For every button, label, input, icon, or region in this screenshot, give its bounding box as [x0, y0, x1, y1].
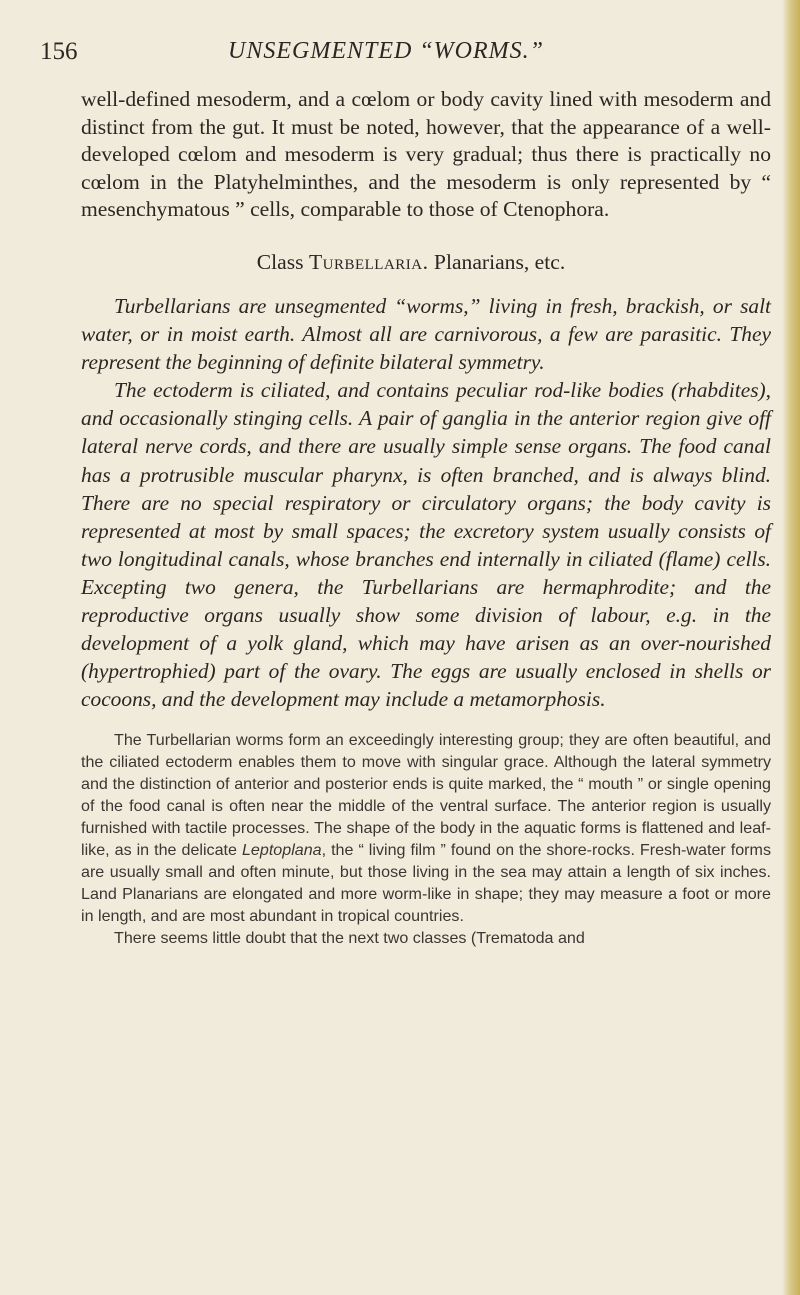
discussion-paragraph-2: There seems little doubt that the next two classes (Trematoda and	[114, 928, 585, 947]
diagnosis-paragraph-1: Turbellarians are unsegmented “worms,” living in fresh, brackish, or salt water, or in moist earth. Almost all are carnivorous, a few are parasitic. They represent the beginning of definite bilateral symmetry.	[81, 293, 771, 375]
page-header	[40, 38, 740, 70]
genus-name: Leptoplana	[241, 840, 322, 859]
class-heading-suffix: Planarians, etc.	[428, 249, 566, 274]
class-heading	[81, 249, 771, 276]
class-heading-prefix: Class	[256, 249, 309, 274]
discussion-paragraph-1	[81, 730, 771, 927]
intro-paragraph: well-defined mesoderm, and a cœlom or body cavity lined with mesoderm and distinct from the gut. It must be noted, however, that the appearance of a well-developed cœlom and mesoderm is very gradual; thus there is practically no cœlom in the Platyhelminthes, and the mesoderm is only represented by “ mesenchymatous ” cells, comparable to those of Ctenophora.	[81, 87, 771, 222]
diagnosis-paragraph-2: The ectoderm is ciliated, and contains peculiar rod-like bodies (rhabdites), and occasionally stinging cells. A pair of ganglia in the anterior region give off lateral nerve cords, and there are usually simple sense organs. The food canal has a protrusible muscular pharynx, is often branched, and is always blind. There are no special respiratory or circulatory organs; the body cavity is represented at most by small spaces; the excretory system usually consists of two longitudinal canals, whose branches end internally in ciliated (flame) cells. Excepting two genera, the Turbellarians are hermaphrodite; and the reproductive organs usually show some division of labour, e.g. in the development of a yolk gland, which may have arisen as an over-nourished (hypertrophied) part of the ovary. The eggs are usually enclosed in shells or cocoons, and the development may include a metamorphosis.	[81, 378, 771, 712]
discussion-text-after-genus: , the “ living film ” found on the shore-rocks. Fresh-water forms are usually small and often minute, but those living in the sea may attain a length of six inches. Land Planarians are elongated and more worm-like in shape; they may measure a foot or more in length, and are most abundant in tropical countries.	[81, 840, 771, 925]
page-edge-shadow	[782, 0, 800, 1295]
discussion-text-before-genus: The Turbellarian worms form an exceedingly interesting group; they are often beautiful, and the ciliated ectoderm enables them to move with singular grace. Although the lateral symmetry and the distinction of anterior and posterior ends is quite marked, the “ mouth ” or single opening of the food canal is often near the middle of the ventral surface. The anterior region is usually furnished with tactile processes. The shape of the body in the aquatic forms is flattened and leaf-like, as in the delicate	[81, 731, 771, 859]
class-heading-name: Turbellaria.	[308, 249, 429, 274]
page-number: 156	[40, 38, 78, 65]
page-body	[81, 86, 771, 949]
running-title: UNSEGMENTED “WORMS.”	[228, 38, 545, 64]
